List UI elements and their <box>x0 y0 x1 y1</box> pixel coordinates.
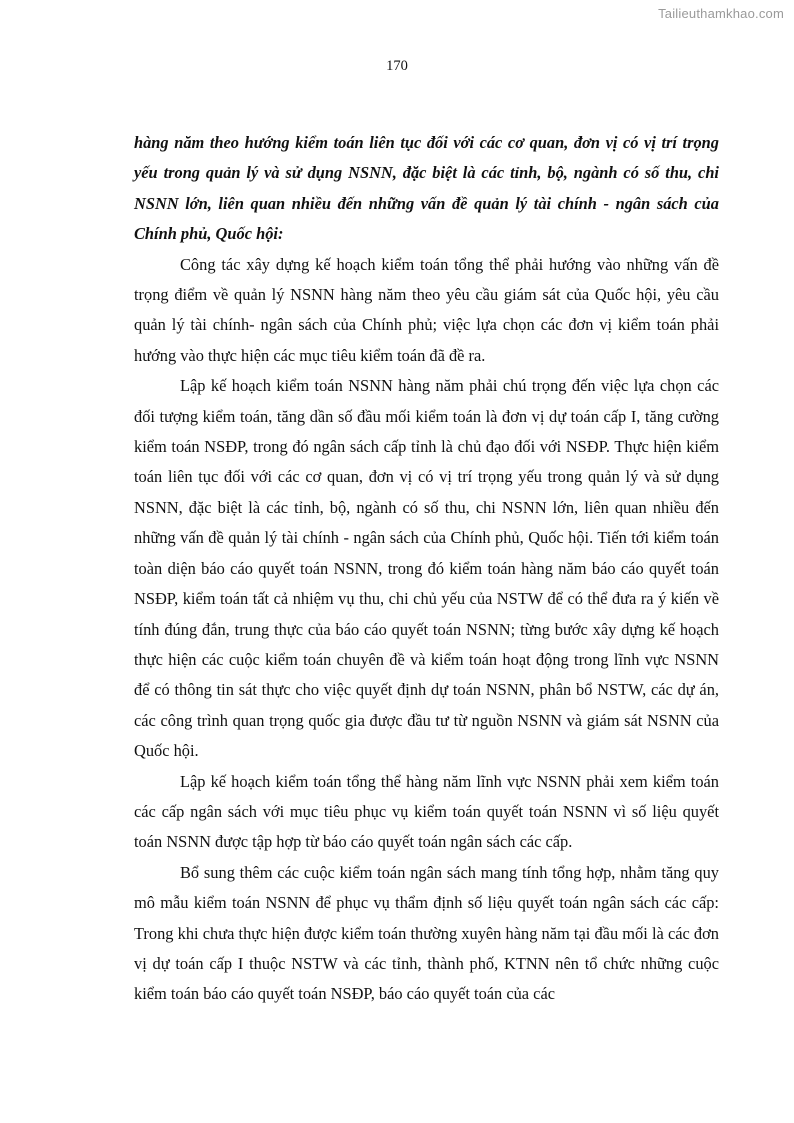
paragraph: Lập kế hoạch kiểm toán tổng thể hàng năm lĩnh vực NSNN phải xem kiểm toán các cấp ngân sách với mục tiêu phục vụ kiểm toán quyết toán NSNN vì số liệu quyết toán NSNN được tập hợp từ báo cáo quyết toán ngân sách các cấp. <box>134 771 719 852</box>
paragraph: Bổ sung thêm các cuộc kiểm toán ngân sách mang tính tổng hợp, nhằm tăng quy mô mẫu kiểm toán NSNN để phục vụ thẩm định số liệu quyết toán ngân sách các cấp: Trong khi chưa thực hiện được kiểm toán thường xuyên hàng năm tại đầu mối là các đơn vị dự toán cấp I thuộc NSTW và các tỉnh, thành phố, KTNN nên tổ chức những cuộc kiểm toán báo cáo quyết toán NSĐP, báo cáo quyết toán của các <box>134 862 719 1004</box>
document-body <box>134 128 719 1010</box>
watermark-text: Tailieuthamkhao.com <box>658 6 784 21</box>
page-number: 170 <box>386 58 408 74</box>
paragraph: Công tác xây dựng kế hoạch kiểm toán tổng thể phải hướng vào những vấn đề trọng điểm về quản lý NSNN hàng năm theo yêu cầu giám sát của Quốc hội, yêu cầu quản lý tài chính- ngân sách của Chính phủ; việc lựa chọn các đơn vị kiểm toán phải hướng vào thực hiện các mục tiêu kiểm toán đã đề ra. <box>134 254 719 365</box>
paragraph: Lập kế hoạch kiểm toán NSNN hàng năm phải chú trọng đến việc lựa chọn các đối tượng kiểm toán, tăng dần số đầu mối kiểm toán là đơn vị dự toán cấp I, tăng cường kiểm toán NSĐP, trong đó ngân sách cấp tỉnh là chủ đạo đối với NSĐP. Thực hiện kiểm toán liên tục đối với các cơ quan, đơn vị có vị trí trọng yếu trong quản lý và sử dụng NSNN, đặc biệt là các tỉnh, bộ, ngành có số thu, chi NSNN lớn, liên quan nhiều đến những vấn đề quản lý tài chính - ngân sách của Chính phủ, Quốc hội. Tiến tới kiểm toán toàn diện báo cáo quyết toán NSNN, trong đó kiểm toán hàng năm báo cáo quyết toán NSĐP, kiểm toán tất cả nhiệm vụ thu, chi chủ yếu của NSTW để có thể đưa ra ý kiến về tính đúng đắn, trung thực của báo cáo quyết toán NSNN; từng bước xây dựng kế hoạch thực hiện các cuộc kiểm toán chuyên đề và kiểm toán hoạt động trong lĩnh vực NSNN để có thông tin sát thực cho việc quyết định dự toán NSNN, phân bổ NSTW, các dự án, các công trình quan trọng quốc gia được đầu tư từ nguồn NSNN và giám sát NSNN của Quốc hội. <box>134 376 719 761</box>
paragraph-lead: hàng năm theo hướng kiểm toán liên tục đối với các cơ quan, đơn vị có vị trí trọng yếu trong quản lý và sử dụng NSNN, đặc biệt là các tỉnh, bộ, ngành có số thu, chi NSNN lớn, liên quan nhiều đến những vấn đề quản lý tài chính - ngân sách của Chính phủ, Quốc hội: <box>134 133 719 244</box>
